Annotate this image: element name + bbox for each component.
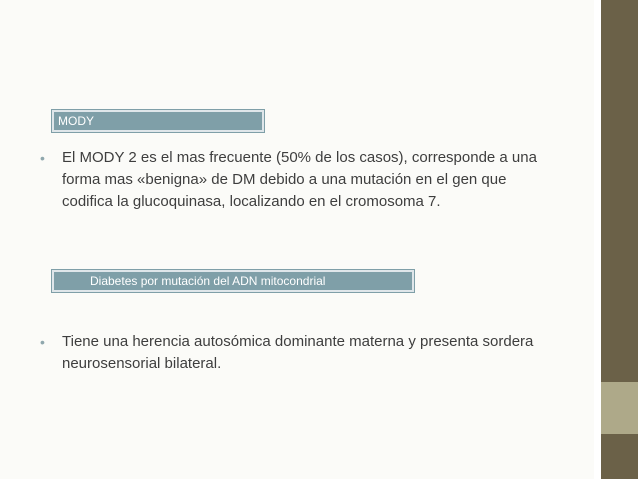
bullet-text: Tiene una herencia autosómica dominante materna y presenta sordera neurosensorial bilateral. (62, 333, 534, 372)
bullet-icon: • (40, 150, 45, 166)
side-gap (594, 0, 601, 479)
section-tag-mody: MODY (52, 110, 264, 132)
sidebar-decoration-bottom (601, 434, 638, 479)
bullet-item-adn (40, 331, 560, 375)
bullet-item-mody (40, 147, 560, 213)
bullet-text: El MODY 2 es el mas frecuente (50% de los casos), corresponde a una forma mas «benigna» de DM debido a una mutación en el gen que codifica la glucoquinasa, localizando en el cromosoma 7. (62, 149, 537, 210)
bullet-icon: • (40, 334, 45, 350)
sidebar-decoration-middle (601, 382, 638, 434)
section-tag-adn: Diabetes por mutación del ADN mitocondrial (52, 270, 414, 292)
sidebar-decoration-top (601, 0, 638, 382)
